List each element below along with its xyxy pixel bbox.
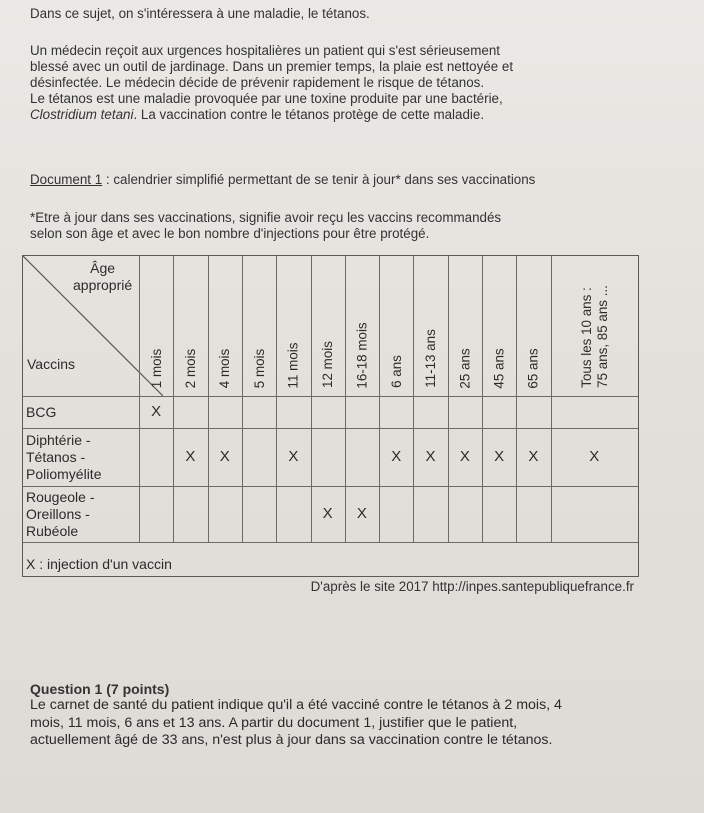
column-header: 11 mois [285, 342, 301, 388]
column-header: 75 ans, 85 ans ... [594, 285, 610, 388]
question-title: Question 1 (7 points) [30, 681, 170, 697]
injection-mark: X [528, 448, 539, 465]
column-header: 65 ans [526, 347, 542, 389]
column-header: 1 mois [148, 348, 164, 389]
column-divider [208, 256, 209, 542]
column-divider [311, 256, 312, 542]
column-divider [345, 256, 346, 542]
column-divider [139, 256, 140, 542]
column-divider [551, 256, 552, 542]
source-note: D'après le site 2017 http://inpes.santepubliquefrance.fr [310, 579, 634, 594]
row-label-line: Poliomyélite [26, 465, 102, 482]
row-label [26, 432, 101, 483]
column-header: 25 ans [457, 347, 473, 389]
intro-text: Dans ce sujet, on s'intéressera à une maladie, le tétanos. [30, 6, 370, 21]
column-divider [413, 256, 414, 542]
paragraph-line: Un médecin reçoit aux urgences hospitalières un patient qui s'est sérieusement [30, 43, 500, 58]
paragraph-line-rest: . La vaccination contre le tétanos protège de cette maladie. [133, 107, 485, 122]
vaccins-header: Vaccins [27, 356, 75, 372]
injection-mark: X [288, 448, 299, 465]
footnote-line: *Etre à jour dans ses vaccinations, signifie avoir reçu les vaccins recommandés [30, 210, 502, 225]
column-header: 2 mois [183, 348, 199, 389]
question-line: actuellement âgé de 33 ans, n'est plus à jour dans sa vaccination contre le tétanos. [30, 732, 553, 748]
column-header: Tous les 10 ans : [578, 287, 594, 388]
bacteria-name: Clostridium tetani [30, 107, 134, 122]
row-divider [23, 396, 638, 397]
vaccination-table [22, 255, 639, 577]
age-header [73, 260, 132, 294]
column-divider [173, 256, 174, 542]
document-label: Document 1 [30, 172, 103, 187]
legend: X : injection d'un vaccin [26, 556, 172, 572]
column-header: 5 mois [251, 348, 267, 389]
age-header-line: Âge [90, 260, 116, 276]
column-header: 6 ans [388, 355, 404, 388]
column-divider [516, 256, 517, 542]
injection-mark: X [151, 403, 162, 420]
column-header: 16-18 mois [354, 321, 370, 389]
column-divider [448, 256, 449, 542]
column-header: 45 ans [491, 347, 507, 389]
injection-mark: X [322, 505, 333, 522]
column-header: 12 mois [320, 341, 336, 388]
injection-mark: X [425, 448, 436, 465]
row-label-line: Diphtérie - [26, 431, 91, 448]
column-header: 4 mois [217, 348, 233, 389]
column-header: 11-13 ans [422, 329, 438, 388]
context-paragraph [30, 43, 670, 123]
question-line: Le carnet de santé du patient indique qu'il a été vacciné contre le tétanos à 2 mois, 4 [30, 697, 562, 713]
document-title [30, 172, 535, 188]
injection-mark: X [391, 448, 402, 465]
age-header-line: approprié [73, 277, 133, 293]
row-label-line: BCG [26, 403, 57, 420]
row-label-line: Tétanos - [26, 448, 86, 465]
row-divider [23, 486, 638, 487]
document-title-rest: : calendrier simplifié permettant de se tenir à jour* dans ses vaccinations [102, 172, 536, 187]
column-divider [242, 256, 243, 542]
row-label-line: Oreillons - [26, 505, 90, 522]
question-body [30, 697, 678, 750]
paragraph-line: blessé avec un outil de jardinage. Dans un premier temps, la plaie est nettoyée et [30, 59, 514, 74]
column-divider [482, 256, 483, 542]
question-line: mois, 11 mois, 6 ans et 13 ans. A partir du document 1, justifier que le patient, [30, 714, 518, 731]
row-label [26, 489, 95, 540]
injection-mark: X [219, 448, 230, 465]
injection-mark: X [185, 448, 196, 465]
column-divider [379, 256, 380, 542]
injection-mark: X [356, 505, 367, 522]
row-label-line: Rougeole - [26, 488, 95, 505]
paragraph-line: Le tétanos est une maladie provoquée par une toxine produite par une bactérie, [30, 91, 503, 106]
paragraph-line [30, 107, 670, 123]
row-divider [23, 428, 638, 429]
footnote-line: selon son âge et avec le bon nombre d'injections pour être protégé. [30, 226, 430, 241]
row-divider [23, 542, 638, 543]
row-label-line: Rubéole [26, 522, 79, 539]
column-divider [276, 256, 277, 542]
row-label [26, 404, 56, 421]
injection-mark: X [589, 448, 600, 465]
injection-mark: X [494, 448, 505, 465]
footnote [30, 210, 650, 242]
paragraph-line: désinfectée. Le médecin décide de prévenir rapidement le risque de tétanos. [30, 75, 485, 90]
injection-mark: X [459, 448, 470, 465]
